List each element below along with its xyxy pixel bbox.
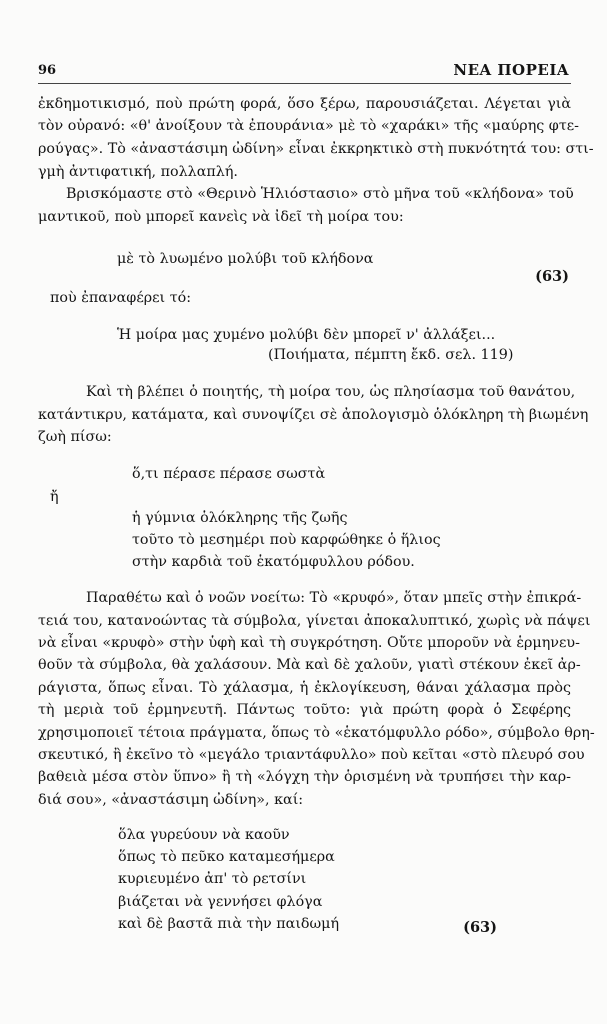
quoted-verse: βιάζεται νὰ γεννήσει φλόγα: [118, 894, 323, 910]
paragraph-line: Καὶ τὴ βλέπει ὁ ποιητής, τὴ μοίρα του, ὡς πλησίασμα τοῦ θανάτου,: [86, 384, 576, 400]
quoted-verse: Ἡ μοίρα μας χυμένο μολύβι δὲν μπορεῖ ν' ἀλλάξει...: [117, 327, 496, 343]
paragraph-line: τὸν οὐρανό: «θ' ἀνοίξουν τὰ ἐπουράνια» μὲ τὸ «χαράκι» τῆς «μαύρης φτε-: [38, 118, 579, 134]
paragraph-line: ρούγας». Τὸ «ἀναστάσιμη ὠδίνη» εἶναι ἐκκρηκτικὸ στὴ πυκνότητά του: στι-: [38, 141, 594, 157]
paragraph-line: νὰ εἶναι «κρυφὸ» στὴν ὑφὴ καὶ τὴ συγκρότηση. Οὔτε μποροῦν νὰ ἑρμηνευ-: [38, 635, 580, 651]
quoted-verse: ὅλα γυρεύουν νὰ καοῦν: [118, 827, 290, 843]
quoted-verse: καὶ δὲ βαστᾶ πιὰ τὴν παιδωμή: [118, 916, 340, 932]
paragraph-line: κατάντικρυ, κατάματα, καὶ συνοψίζει σὲ ἀπολογισμὸ ὁλόκληρη τὴ βιωμένη: [38, 407, 589, 423]
paragraph-line: Βρισκόμαστε στὸ «Θερινὸ Ἡλιόστασιο» στὸ μῆνα τοῦ «κλήδονα» τοῦ: [66, 186, 574, 202]
paragraph-line: μαντικοῦ, ποὺ μπορεῖ κανεὶς νὰ ἰδεῖ τὴ μοίρα του:: [38, 209, 404, 225]
paragraph-line: χρησιμοποιεῖ τέτοια πράγματα, ὅπως τὸ «ἑκατόμφυλλο ρόδο», σύμβολο θρη-: [38, 725, 595, 741]
quoted-verse: ἡ γύμνια ὁλόκληρης τῆς ζωῆς: [132, 510, 348, 526]
paragraph-line: τὴ μεριὰ τοῦ ἑρμηνευτῆ. Πάντως τοῦτο: γιὰ πρώτη φορὰ ὁ Σεφέρης: [38, 702, 571, 718]
reference-number: (63): [535, 268, 569, 285]
paragraph-line: ράγιστα, ὅπως εἶναι. Τὸ χάλασμα, ἡ ἐκλογίκευση, θάναι χάλασμα πρὸς: [38, 680, 571, 696]
paragraph-line: ζωὴ πίσω:: [38, 429, 112, 445]
quoted-verse: κυριευμένο ἀπ' τὸ ρετσίνι: [118, 871, 307, 887]
connector-text: ποὺ ἐπαναφέρει τό:: [50, 290, 192, 306]
header-rule: [38, 83, 571, 84]
paragraph-line: τειά του, κατανοώντας τὰ σύμβολα, γίνεται ἀποκαλυπτικό, χωρὶς νὰ πάψει: [38, 613, 591, 629]
quoted-verse: μὲ τὸ λυωμένο μολύβι τοῦ κλήδονα: [117, 251, 374, 267]
paragraph-line: σκευτικό, ἢ ἐκεῖνο τὸ «μεγάλο τριαντάφυλλο» ποὺ κεῖται «στὸ πλευρό σου: [38, 747, 585, 763]
paragraph-line: Παραθέτω καὶ ὁ νοῶν νοείτω: Τὸ «κρυφό», ὅταν μπεῖς στὴν ἐπικρά-: [86, 590, 582, 606]
quoted-verse: τοῦτο τὸ μεσημέρι ποὺ καρφώθηκε ὁ ἥλιος: [132, 532, 441, 548]
paragraph-line: διά σου», «ἀναστάσιμη ὠδίνη», καί:: [38, 792, 304, 808]
paragraph-line: βαθειὰ μέσα στὸν ὕπνο» ἢ τὴ «λόγχη τὴν ὁρισμένη νὰ τρυπήσει τὴν καρ-: [38, 769, 571, 785]
reference-number: (63): [463, 919, 497, 936]
connector-text: ἤ: [50, 489, 59, 505]
journal-title: ΝΕΑ ΠΟΡΕΙΑ: [453, 61, 569, 79]
paragraph-line: θοῦν τὰ σύμβολα, θὰ χαλάσουν. Μὰ καὶ δὲ χαλοῦν, γιατὶ στέκουν ἐκεῖ ἀρ-: [38, 657, 581, 673]
paragraph-line: ἐκδημοτικισμό, ποὺ πρώτη φορά, ὅσο ξέρω, παρουσιάζεται. Λέγεται γιὰ: [38, 96, 571, 112]
page-number: 96: [38, 63, 57, 78]
paragraph-line: γμὴ ἀντιφατική, πολλαπλή.: [38, 164, 238, 180]
quoted-verse: ὅ,τι πέρασε πέρασε σωστὰ: [132, 466, 326, 482]
quoted-verse: ὅπως τὸ πεῦκο καταμεσήμερα: [118, 849, 335, 865]
citation: (Ποιήματα, πέμπτη ἔκδ. σελ. 119): [268, 347, 514, 363]
quoted-verse: στὴν καρδιὰ τοῦ ἑκατόμφυλλου ρόδου.: [132, 554, 415, 570]
